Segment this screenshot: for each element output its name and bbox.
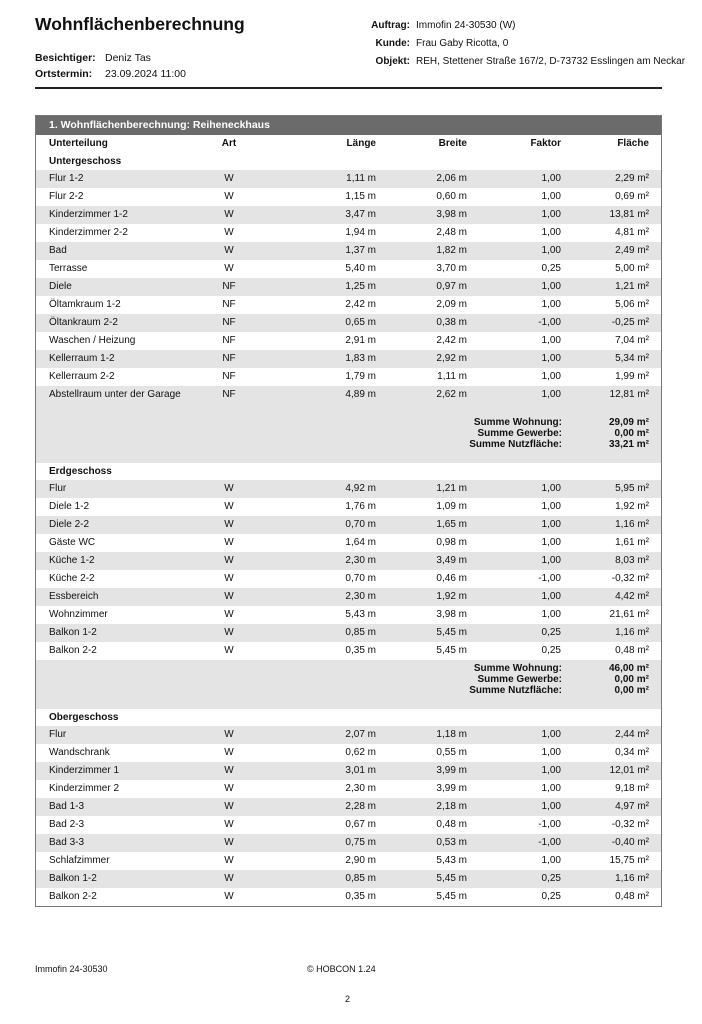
section-spacer	[36, 701, 661, 709]
cell-breite: 0,46 m	[436, 573, 467, 584]
cell-unterteilung: Balkon 1-2	[49, 627, 97, 638]
cell-unterteilung: Essbereich	[49, 591, 99, 602]
table-row	[36, 260, 661, 278]
table-body	[36, 153, 661, 906]
cell-art: NF	[222, 371, 236, 382]
inspection-info	[35, 50, 186, 82]
sum-value: 33,21 m²	[608, 439, 649, 450]
cell-unterteilung: Öltankraum 2-2	[49, 317, 118, 328]
cell-laenge: 2,30 m	[345, 555, 376, 566]
sum-label: Summe Gewerbe:	[477, 428, 562, 439]
cell-art: W	[224, 873, 234, 884]
sum-line	[36, 674, 661, 685]
cell-flaeche: -0,40 m²	[611, 837, 649, 848]
table-row	[36, 534, 661, 552]
cell-art: W	[224, 747, 234, 758]
cell-laenge: 0,62 m	[345, 747, 376, 758]
section-spacer	[36, 455, 661, 463]
table-row	[36, 516, 661, 534]
cell-laenge: 1,15 m	[345, 191, 376, 202]
cell-laenge: 0,75 m	[345, 837, 376, 848]
section-sums	[36, 414, 661, 455]
order-info	[330, 17, 685, 71]
table-row	[36, 296, 661, 314]
cell-flaeche: 9,18 m²	[615, 783, 649, 794]
cell-flaeche: 1,16 m²	[615, 627, 649, 638]
cell-art: W	[224, 191, 234, 202]
cell-breite: 3,49 m	[436, 555, 467, 566]
objekt-value: REH, Stettener Straße 167/2, D-73732 Esslingen am Neckar	[416, 56, 686, 67]
cell-faktor: -1,00	[538, 317, 561, 328]
cell-laenge: 0,35 m	[345, 645, 376, 656]
cell-unterteilung: Balkon 2-2	[49, 891, 97, 902]
cell-flaeche: 1,16 m²	[615, 519, 649, 530]
cell-unterteilung: Küche 2-2	[49, 573, 95, 584]
cell-breite: 2,18 m	[436, 801, 467, 812]
cell-unterteilung: Waschen / Heizung	[49, 335, 136, 346]
col-header-breite: Breite	[438, 138, 467, 149]
cell-laenge: 4,89 m	[345, 389, 376, 400]
cell-art: W	[224, 245, 234, 256]
cell-breite: 3,99 m	[436, 783, 467, 794]
cell-flaeche: 0,69 m²	[615, 191, 649, 202]
cell-art: W	[224, 783, 234, 794]
cell-unterteilung: Gäste WC	[49, 537, 96, 548]
cell-breite: 0,60 m	[436, 191, 467, 202]
cell-unterteilung: Kellerraum 1-2	[49, 353, 115, 364]
cell-breite: 0,55 m	[436, 747, 467, 758]
cell-breite: 1,82 m	[436, 245, 467, 256]
cell-faktor: 1,00	[541, 483, 561, 494]
sum-value: 0,00 m²	[614, 428, 649, 439]
cell-unterteilung: Kinderzimmer 2-2	[49, 227, 128, 238]
besichtiger-label: Besichtiger:	[35, 52, 96, 64]
cell-unterteilung: Kellerraum 2-2	[49, 371, 115, 382]
cell-breite: 5,45 m	[436, 627, 467, 638]
cell-unterteilung: Flur	[49, 729, 67, 740]
cell-breite: 2,06 m	[436, 173, 467, 184]
cell-faktor: -1,00	[538, 819, 561, 830]
cell-faktor: 1,00	[541, 353, 561, 364]
table-row	[36, 570, 661, 588]
cell-laenge: 2,28 m	[345, 801, 376, 812]
cell-flaeche: 12,01 m²	[609, 765, 649, 776]
cell-faktor: 1,00	[541, 729, 561, 740]
cell-faktor: 0,25	[541, 627, 561, 638]
cell-art: NF	[222, 389, 236, 400]
cell-faktor: 1,00	[541, 335, 561, 346]
col-header-laenge: Länge	[346, 138, 376, 149]
cell-faktor: 1,00	[541, 227, 561, 238]
cell-art: W	[224, 801, 234, 812]
table-row	[36, 798, 661, 816]
table-row	[36, 188, 661, 206]
cell-flaeche: 1,99 m²	[615, 371, 649, 382]
cell-art: W	[224, 537, 234, 548]
footer-copyright: © HOBCON 1.24	[307, 964, 376, 974]
cell-unterteilung: Wandschrank	[49, 747, 110, 758]
cell-unterteilung: Abstellraum unter der Garage	[49, 389, 181, 400]
cell-breite: 2,09 m	[436, 299, 467, 310]
sum-line	[36, 685, 661, 696]
cell-breite: 3,98 m	[436, 209, 467, 220]
cell-unterteilung: Öltamkraum 1-2	[49, 299, 121, 310]
cell-flaeche: 0,34 m²	[615, 747, 649, 758]
cell-flaeche: 4,42 m²	[615, 591, 649, 602]
cell-laenge: 0,65 m	[345, 317, 376, 328]
table-row	[36, 642, 661, 660]
cell-breite: 1,09 m	[436, 501, 467, 512]
cell-unterteilung: Wohnzimmer	[49, 609, 108, 620]
table-row	[36, 368, 661, 386]
page-number: 2	[345, 994, 351, 1004]
cell-breite: 3,98 m	[436, 609, 467, 620]
sum-label: Summe Wohnung:	[473, 417, 562, 428]
cell-faktor: 1,00	[541, 747, 561, 758]
cell-unterteilung: Kinderzimmer 1-2	[49, 209, 128, 220]
cell-breite: 0,53 m	[436, 837, 467, 848]
cell-faktor: -1,00	[538, 837, 561, 848]
sum-label: Summe Wohnung:	[473, 663, 562, 674]
cell-unterteilung: Terrasse	[49, 263, 88, 274]
cell-flaeche: 2,29 m²	[615, 173, 649, 184]
cell-art: W	[224, 627, 234, 638]
cell-flaeche: 5,00 m²	[615, 263, 649, 274]
cell-art: NF	[222, 281, 236, 292]
section-heading: Untergeschoss	[36, 153, 661, 170]
cell-breite: 2,92 m	[436, 353, 467, 364]
cell-flaeche: 8,03 m²	[615, 555, 649, 566]
cell-unterteilung: Bad 1-3	[49, 801, 85, 812]
cell-flaeche: 0,48 m²	[615, 891, 649, 902]
cell-faktor: 1,00	[541, 209, 561, 220]
cell-flaeche: 4,97 m²	[615, 801, 649, 812]
cell-flaeche: 1,61 m²	[615, 537, 649, 548]
cell-laenge: 4,92 m	[345, 483, 376, 494]
cell-flaeche: 12,81 m²	[609, 389, 649, 400]
kunde-label: Kunde:	[375, 38, 410, 49]
cell-flaeche: 1,21 m²	[615, 281, 649, 292]
cell-faktor: 1,00	[541, 389, 561, 400]
cell-laenge: 3,47 m	[345, 209, 376, 220]
cell-art: W	[224, 855, 234, 866]
sum-label: Summe Nutzfläche:	[469, 685, 562, 696]
cell-laenge: 2,42 m	[345, 299, 376, 310]
cell-breite: 1,65 m	[436, 519, 467, 530]
cell-faktor: 1,00	[541, 371, 561, 382]
cell-art: W	[224, 555, 234, 566]
cell-laenge: 2,90 m	[345, 855, 376, 866]
cell-laenge: 0,67 m	[345, 819, 376, 830]
ortstermin-value: 23.09.2024 11:00	[105, 68, 186, 80]
table-row	[36, 834, 661, 852]
cell-flaeche: 2,49 m²	[615, 245, 649, 256]
cell-laenge: 1,76 m	[345, 501, 376, 512]
cell-faktor: 1,00	[541, 765, 561, 776]
cell-art: W	[224, 483, 234, 494]
cell-faktor: 1,00	[541, 245, 561, 256]
table-row	[36, 552, 661, 570]
cell-breite: 5,43 m	[436, 855, 467, 866]
table-row	[36, 278, 661, 296]
cell-art: W	[224, 519, 234, 530]
cell-laenge: 2,07 m	[345, 729, 376, 740]
cell-art: W	[224, 819, 234, 830]
cell-laenge: 1,64 m	[345, 537, 376, 548]
cell-breite: 3,70 m	[436, 263, 467, 274]
cell-art: W	[224, 645, 234, 656]
table-row	[36, 852, 661, 870]
page-title: Wohnflächenberechnung	[35, 14, 245, 34]
cell-breite: 0,48 m	[436, 819, 467, 830]
cell-art: W	[224, 227, 234, 238]
table-row	[36, 762, 661, 780]
cell-art: W	[224, 609, 234, 620]
cell-breite: 5,45 m	[436, 891, 467, 902]
sum-value: 0,00 m²	[614, 674, 649, 685]
cell-unterteilung: Bad 2-3	[49, 819, 85, 830]
besichtiger-value: Deniz Tas	[105, 52, 151, 64]
cell-breite: 0,98 m	[436, 537, 467, 548]
cell-laenge: 1,79 m	[345, 371, 376, 382]
cell-breite: 0,38 m	[436, 317, 467, 328]
ortstermin-label: Ortstermin:	[35, 68, 93, 80]
auftrag-label: Auftrag:	[371, 20, 410, 31]
cell-breite: 2,62 m	[436, 389, 467, 400]
table-row	[36, 498, 661, 516]
cell-flaeche: 7,04 m²	[615, 335, 649, 346]
cell-faktor: 0,25	[541, 263, 561, 274]
cell-laenge: 0,70 m	[345, 573, 376, 584]
cell-flaeche: 5,34 m²	[615, 353, 649, 364]
cell-laenge: 5,43 m	[345, 609, 376, 620]
section-heading: Obergeschoss	[36, 709, 661, 726]
cell-faktor: 1,00	[541, 191, 561, 202]
cell-unterteilung: Flur	[49, 483, 67, 494]
table-row	[36, 480, 661, 498]
auftrag-value: Immofin 24-30530 (W)	[416, 20, 516, 31]
table-row	[36, 606, 661, 624]
cell-art: W	[224, 501, 234, 512]
cell-faktor: 1,00	[541, 855, 561, 866]
cell-laenge: 0,85 m	[345, 873, 376, 884]
cell-laenge: 1,25 m	[345, 281, 376, 292]
cell-flaeche: 15,75 m²	[609, 855, 649, 866]
cell-breite: 1,21 m	[436, 483, 467, 494]
cell-laenge: 0,70 m	[345, 519, 376, 530]
cell-flaeche: -0,32 m²	[611, 819, 649, 830]
cell-flaeche: 21,61 m²	[609, 609, 649, 620]
kunde-value: Frau Gaby Ricotta, 0	[416, 38, 509, 49]
cell-art: W	[224, 591, 234, 602]
cell-unterteilung: Balkon 1-2	[49, 873, 97, 884]
cell-art: W	[224, 573, 234, 584]
cell-art: W	[224, 209, 234, 220]
cell-laenge: 1,83 m	[345, 353, 376, 364]
cell-faktor: 1,00	[541, 537, 561, 548]
cell-flaeche: 2,44 m²	[615, 729, 649, 740]
col-header-unterteilung: Unterteilung	[49, 138, 108, 149]
table-row	[36, 224, 661, 242]
cell-art: W	[224, 891, 234, 902]
cell-breite: 1,18 m	[436, 729, 467, 740]
cell-unterteilung: Schlafzimmer	[49, 855, 110, 866]
cell-unterteilung: Diele	[49, 281, 72, 292]
cell-faktor: 1,00	[541, 281, 561, 292]
table-row	[36, 386, 661, 414]
cell-breite: 1,11 m	[437, 371, 467, 382]
cell-unterteilung: Bad	[49, 245, 67, 256]
sum-line	[36, 428, 661, 439]
cell-faktor: 1,00	[541, 609, 561, 620]
cell-breite: 5,45 m	[436, 873, 467, 884]
cell-flaeche: 13,81 m²	[609, 209, 649, 220]
cell-breite: 1,92 m	[436, 591, 467, 602]
cell-faktor: 0,25	[541, 891, 561, 902]
table-row	[36, 242, 661, 260]
cell-laenge: 2,30 m	[345, 591, 376, 602]
cell-flaeche: 1,16 m²	[615, 873, 649, 884]
cell-unterteilung: Kinderzimmer 2	[49, 783, 120, 794]
table-row	[36, 588, 661, 606]
cell-faktor: 1,00	[541, 555, 561, 566]
cell-faktor: -1,00	[538, 573, 561, 584]
cell-art: NF	[222, 335, 236, 346]
cell-faktor: 1,00	[541, 501, 561, 512]
cell-faktor: 0,25	[541, 645, 561, 656]
footer-order: Immofin 24-30530	[35, 964, 108, 974]
table-row	[36, 780, 661, 798]
cell-flaeche: -0,25 m²	[611, 317, 649, 328]
col-header-faktor: Faktor	[530, 138, 561, 149]
objekt-label: Objekt:	[375, 56, 410, 67]
cell-flaeche: -0,32 m²	[611, 573, 649, 584]
cell-art: W	[224, 263, 234, 274]
table-row	[36, 816, 661, 834]
sum-value: 0,00 m²	[614, 685, 649, 696]
cell-unterteilung: Küche 1-2	[49, 555, 95, 566]
cell-breite: 3,99 m	[436, 765, 467, 776]
cell-breite: 2,42 m	[436, 335, 467, 346]
cell-art: W	[224, 765, 234, 776]
cell-unterteilung: Bad 3-3	[49, 837, 85, 848]
cell-art: NF	[222, 317, 236, 328]
sum-line	[36, 417, 661, 428]
cell-laenge: 1,11 m	[346, 173, 376, 184]
table-title: 1. Wohnflächenberechnung: Reiheneckhaus	[36, 116, 661, 135]
table-row	[36, 206, 661, 224]
cell-flaeche: 5,06 m²	[615, 299, 649, 310]
section-sums	[36, 660, 661, 701]
cell-unterteilung: Flur 1-2	[49, 173, 84, 184]
col-header-art: Art	[221, 138, 237, 149]
cell-faktor: 1,00	[541, 801, 561, 812]
cell-breite: 5,45 m	[436, 645, 467, 656]
header-divider	[35, 87, 662, 89]
cell-laenge: 2,30 m	[345, 783, 376, 794]
cell-unterteilung: Diele 2-2	[49, 519, 90, 530]
table-row	[36, 624, 661, 642]
cell-faktor: 1,00	[541, 173, 561, 184]
cell-faktor: 1,00	[541, 591, 561, 602]
table-row	[36, 888, 661, 906]
table-row	[36, 332, 661, 350]
cell-art: W	[224, 173, 234, 184]
cell-art: NF	[222, 299, 236, 310]
cell-flaeche: 4,81 m²	[615, 227, 649, 238]
table-row	[36, 170, 661, 188]
cell-flaeche: 0,48 m²	[615, 645, 649, 656]
cell-breite: 2,48 m	[436, 227, 467, 238]
cell-faktor: 0,25	[541, 873, 561, 884]
cell-art: W	[224, 729, 234, 740]
cell-laenge: 0,85 m	[345, 627, 376, 638]
sum-label: Summe Gewerbe:	[477, 674, 562, 685]
sum-value: 46,00 m²	[608, 663, 649, 674]
cell-laenge: 2,91 m	[345, 335, 376, 346]
cell-breite: 0,97 m	[436, 281, 467, 292]
cell-faktor: 1,00	[541, 299, 561, 310]
cell-art: W	[224, 837, 234, 848]
sum-line	[36, 439, 661, 450]
table-row	[36, 870, 661, 888]
cell-flaeche: 1,92 m²	[615, 501, 649, 512]
cell-faktor: 1,00	[541, 783, 561, 794]
cell-unterteilung: Flur 2-2	[49, 191, 84, 202]
cell-flaeche: 5,95 m²	[615, 483, 649, 494]
cell-laenge: 0,35 m	[345, 891, 376, 902]
sum-value: 29,09 m²	[608, 417, 649, 428]
cell-laenge: 5,40 m	[345, 263, 376, 274]
section-heading: Erdgeschoss	[36, 463, 661, 480]
col-header-flaeche: Fläche	[617, 138, 649, 149]
cell-faktor: 1,00	[541, 519, 561, 530]
cell-laenge: 1,94 m	[345, 227, 376, 238]
table-row	[36, 726, 661, 744]
table-row	[36, 744, 661, 762]
cell-unterteilung: Balkon 2-2	[49, 645, 97, 656]
cell-art: NF	[222, 353, 236, 364]
area-table	[35, 115, 662, 907]
cell-laenge: 1,37 m	[345, 245, 376, 256]
table-row	[36, 350, 661, 368]
cell-unterteilung: Kinderzimmer 1	[49, 765, 120, 776]
table-header-row	[36, 135, 661, 153]
cell-unterteilung: Diele 1-2	[49, 501, 90, 512]
sum-label: Summe Nutzfläche:	[469, 439, 562, 450]
cell-laenge: 3,01 m	[345, 765, 376, 776]
sum-line	[36, 663, 661, 674]
table-row	[36, 314, 661, 332]
